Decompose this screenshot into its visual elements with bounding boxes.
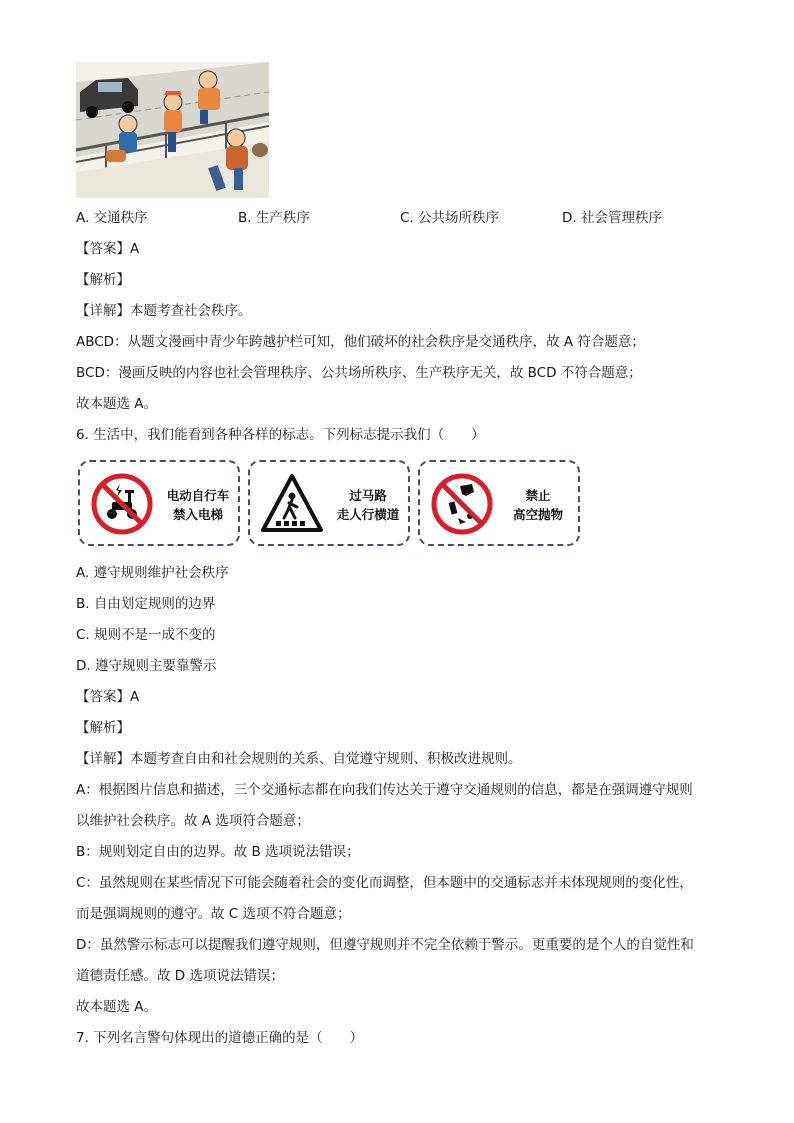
q5-explanation-1: ABCD：从题文漫画中青少年跨越护栏可知，他们破坏的社会秩序是交通秩序，故 A 符合题意；: [76, 334, 645, 350]
q6-option-a: A. 遵守规则维护社会秩序: [76, 565, 229, 581]
q5-option-d: D. 社会管理秩序: [562, 210, 662, 226]
sign-3-line-1: 禁止: [525, 488, 551, 503]
crosswalk-warning-icon: [260, 472, 324, 536]
sign-1-line-2: 禁入电梯: [172, 507, 223, 522]
sign-1-line-1: 电动自行车: [166, 488, 230, 503]
sign-3-line-2: 高空抛物: [512, 507, 563, 522]
q7-stem: 7. 下列名言警句体现出的道德正确的是（ ）: [76, 1030, 364, 1046]
q5-option-a: A. 交通秩序: [76, 210, 148, 226]
q5-explanation-2: BCD：漫画反映的内容也社会管理秩序、公共场所秩序、生产秩序无关，故 BCD 不符合题意；: [76, 365, 642, 381]
q6-stem: 6. 生活中，我们能看到各种各样的标志。下列标志提示我们（ ）: [76, 427, 485, 443]
q5-detail: 【详解】本题考查社会秩序。: [76, 303, 252, 319]
q6-detail: 【详解】本题考查自由和社会规则的关系、自觉遵守规则、积极改进规则。: [76, 751, 522, 767]
sign-no-ebike-elevator: [78, 460, 240, 546]
q6-answer: 【答案】A: [76, 689, 140, 705]
q6-explanation-c-2: 而是强调规则的遵守。故 C 选项不符合题意；: [76, 906, 351, 922]
cartoon-illustration: [76, 62, 269, 198]
no-throwing-icon: [430, 472, 494, 536]
q6-explanation-d-2: 道德责任感。故 D 选项说法错误；: [76, 968, 284, 984]
q6-explanation-b: B：规则划定自由的边界。故 B 选项说法错误；: [76, 844, 360, 860]
q5-analysis-label: 【解析】: [76, 272, 130, 288]
q6-option-d: D. 遵守规则主要靠警示: [76, 658, 217, 674]
q6-explanation-d-1: D：虽然警示标志可以提醒我们遵守规则，但遵守规则并不完全依赖于警示。更重要的是个人的自觉性和: [76, 937, 694, 953]
q6-analysis-label: 【解析】: [76, 720, 130, 736]
q5-option-c: C. 公共场所秩序: [400, 210, 500, 226]
sign-2-line-2: 走人行横道: [336, 507, 400, 522]
sign-2-line-1: 过马路: [349, 488, 387, 503]
q6-explanation-c-1: C：虽然规则在某些情况下可能会随着社会的变化而调整，但本题中的交通标志并未体现规则的变化性，: [76, 875, 693, 891]
sign-crosswalk: [248, 460, 410, 546]
q6-option-c: C. 规则不是一成不变的: [76, 627, 216, 643]
q5-conclusion: 故本题选 A。: [76, 396, 158, 412]
no-ebike-icon: [90, 472, 154, 536]
q6-conclusion: 故本题选 A。: [76, 999, 158, 1015]
q5-answer: 【答案】A: [76, 241, 140, 257]
q6-option-b: B. 自由划定规则的边界: [76, 596, 216, 612]
q6-explanation-a-1: A：根据图片信息和描述，三个交通标志都在向我们传达关于遵守交通规则的信息，都是在强调遵守规则: [76, 782, 693, 798]
q6-explanation-a-2: 以维护社会秩序。故 A 选项符合题意；: [76, 813, 310, 829]
q5-option-b: B. 生产秩序: [238, 210, 310, 226]
sign-no-throwing-from-height: [418, 460, 580, 546]
